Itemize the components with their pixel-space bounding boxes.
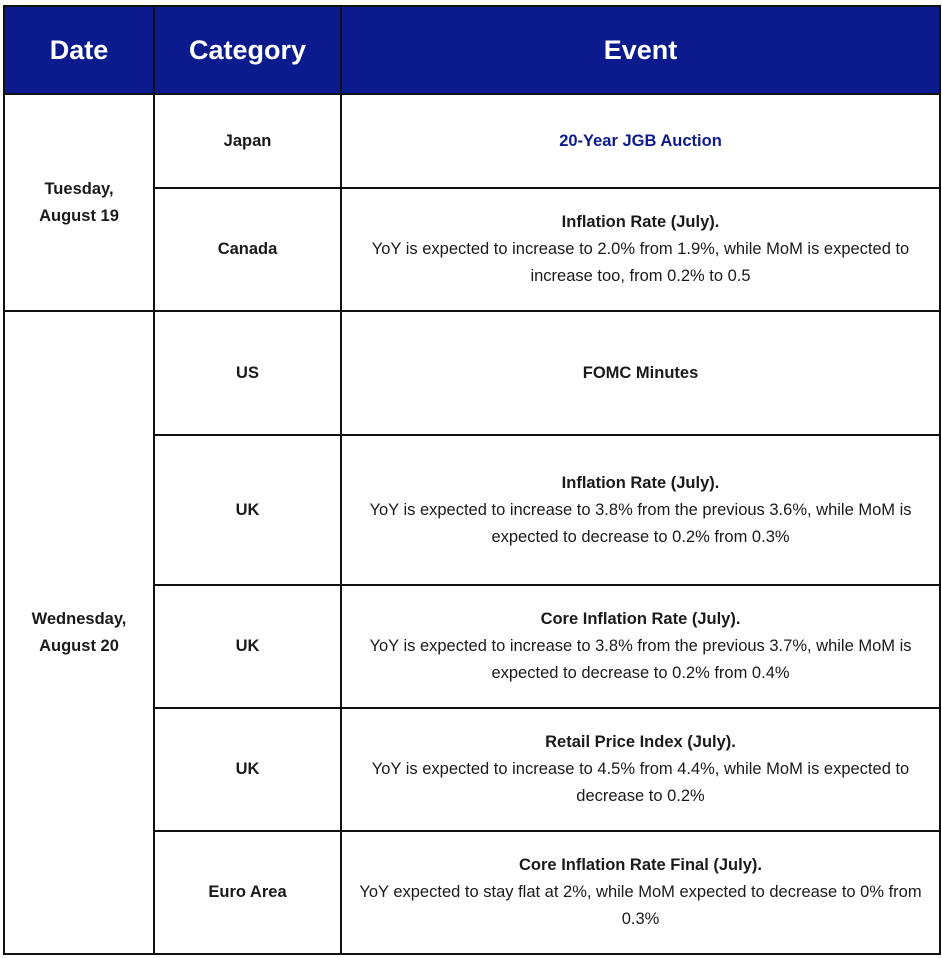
category-cell: UK (154, 708, 341, 831)
event-cell (341, 188, 940, 311)
header-date: Date (4, 6, 154, 94)
header-category: Category (154, 6, 341, 94)
category-cell: UK (154, 435, 341, 585)
date-cell-aug-20 (4, 311, 154, 954)
date-day: August 19 (39, 206, 119, 225)
event-cell (341, 311, 940, 435)
date-weekday: Tuesday, (44, 179, 114, 198)
event-description: YoY is expected to increase to 2.0% from 1.9%, while MoM is expected to increase too, from 0.2% to 0.5 (371, 240, 910, 285)
event-title: Inflation Rate (July). (561, 213, 720, 231)
event-title: FOMC Minutes (582, 363, 699, 382)
event-cell (341, 585, 940, 708)
event-title: Core Inflation Rate (July). (540, 610, 741, 628)
category-cell: UK (154, 585, 341, 708)
category-cell: Japan (154, 94, 341, 188)
event-description: YoY expected to stay flat at 2%, while MoM expected to decrease to 0% from 0.3% (359, 883, 922, 928)
event-title: Inflation Rate (July). (561, 473, 720, 492)
category-cell: Canada (154, 188, 341, 311)
table-row (4, 94, 940, 188)
category-cell: Euro Area (154, 831, 341, 954)
event-description: YoY is expected to increase to 4.5% from 4.4%, while MoM is expected to decrease to 0.2% (371, 760, 910, 805)
table-row (4, 311, 940, 435)
header-row (4, 6, 940, 94)
event-title-link[interactable]: 20-Year JGB Auction (559, 131, 722, 150)
event-cell (341, 94, 940, 188)
event-cell (341, 831, 940, 954)
event-cell (341, 435, 940, 585)
date-weekday: Wednesday, (31, 609, 127, 628)
economic-calendar-table (3, 5, 941, 955)
category-cell: US (154, 311, 341, 435)
date-day: August 20 (39, 636, 119, 655)
event-description: YoY is expected to increase to 3.8% from the previous 3.6%, while MoM is expected to decrease to 0.2% from 0.3% (369, 500, 912, 546)
event-title: Retail Price Index (July). (545, 733, 736, 751)
header-event: Event (341, 6, 940, 94)
event-title: Core Inflation Rate Final (July). (519, 856, 762, 874)
date-cell-aug-19 (4, 94, 154, 311)
event-description: YoY is expected to increase to 3.8% from the previous 3.7%, while MoM is expected to decrease to 0.2% from 0.4% (369, 637, 912, 682)
event-cell (341, 708, 940, 831)
